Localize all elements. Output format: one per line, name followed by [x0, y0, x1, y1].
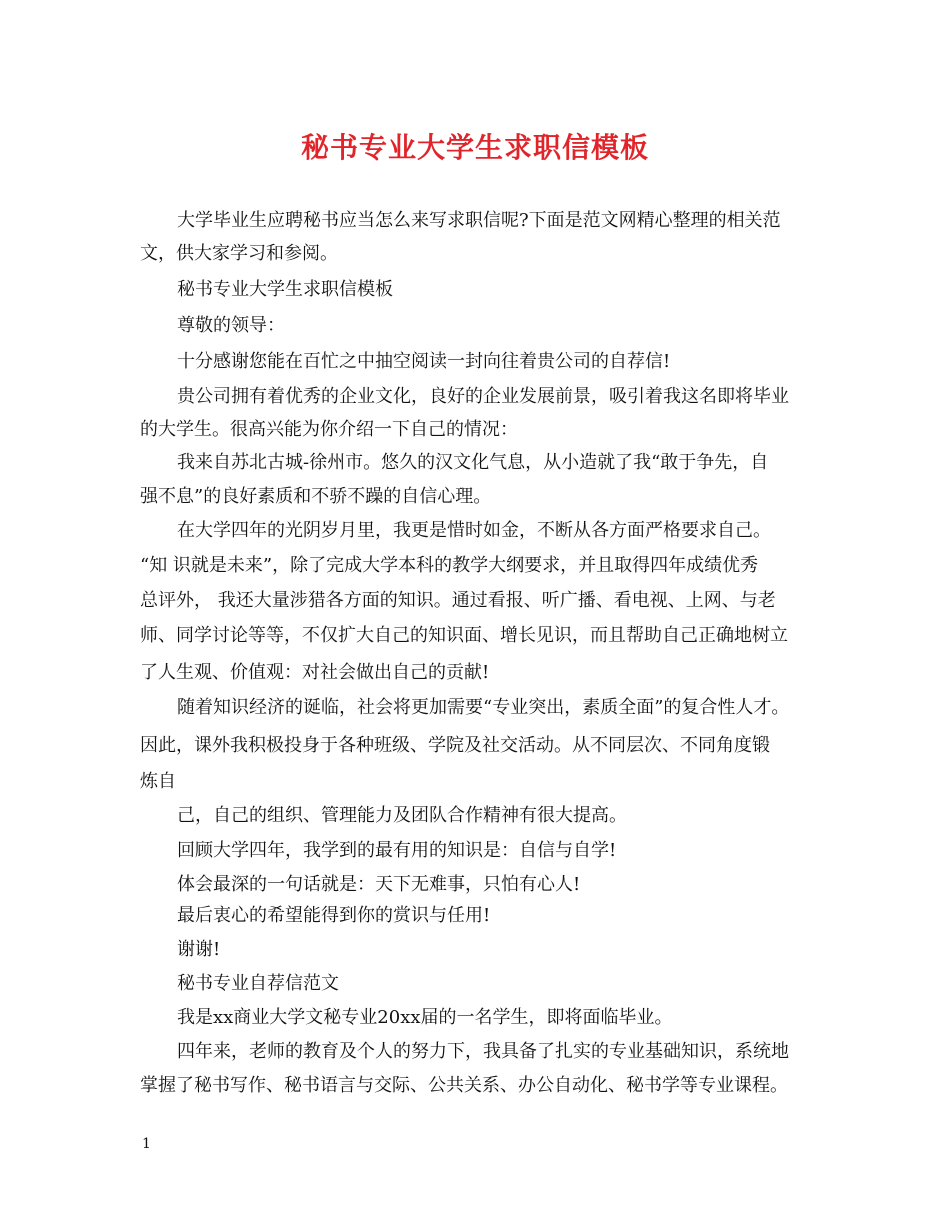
text-line: 四年来，老师的教育及个人的努力下，我具备了扎实的专业基础知识，系统地: [177, 1041, 789, 1062]
text-line: 大学毕业生应聘秘书应当怎么来写求职信呢?下面是范文网精心整理的相关范: [177, 210, 781, 231]
text-line: 贵公司拥有着优秀的企业文化，良好的企业发展前景，吸引着我这名即将毕业: [177, 386, 789, 407]
text-line: 我来自苏北古城-徐州市。悠久的汉文化气息，从小造就了我“敢于争先，自: [177, 452, 769, 473]
text-line: 己，自己的组织、管理能力及团队合作精神有很大提高。: [177, 805, 627, 826]
text-line: 因此，课外我积极投身于各种班级、学院及社交活动。从不同层次、不同角度锻: [140, 735, 770, 756]
page-number: 1: [142, 1136, 151, 1152]
text-line: 尊敬的领导：: [177, 315, 285, 336]
document-title: 秘书专业大学生求职信模板: [300, 131, 649, 164]
text-line: 谢谢!: [177, 939, 221, 960]
text-line: 总评外， 我还大量涉猎各方面的知识。通过看报、听广播、看电视、上网、与老: [140, 590, 776, 611]
text-line: 体会最深的一句话就是：天下无难事，只怕有心人!: [177, 874, 581, 895]
text-line: 掌握了秘书写作、秘书语言与交际、公共关系、办公自动化、秘书学等专业课程。: [140, 1075, 788, 1096]
text-line: 秘书专业自荐信范文: [177, 973, 339, 994]
text-line: 我是xx商业大学文秘专业20xx届的一名学生，即将面临毕业。: [177, 1007, 673, 1028]
text-line: 了人生观、价值观：对社会做出自己的贡献!: [140, 662, 490, 683]
text-line: “知 识就是未来”，除了完成大学本科的教学大纲要求，并且取得四年成绩优秀: [140, 555, 759, 576]
text-line: 最后衷心的希望能得到你的赏识与任用!: [177, 905, 491, 926]
text-line: 的大学生。很高兴能为你介绍一下自己的情况：: [140, 419, 518, 440]
text-line: 回顾大学四年，我学到的最有用的知识是：自信与自学!: [177, 840, 617, 861]
text-line: 随着知识经济的诞临，社会将更加需要“专业突出，素质全面”的复合性人才。: [177, 697, 790, 718]
text-line: 炼自: [140, 771, 176, 792]
text-line: 在大学四年的光阴岁月里，我更是惜时如金，不断从各方面严格要求自己。: [177, 520, 771, 541]
text-line: 十分感谢您能在百忙之中抽空阅读一封向往着贵公司的自荐信!: [177, 351, 671, 372]
text-line: 文，供大家学习和参阅。: [140, 243, 338, 264]
text-line: 强不息”的良好素质和不骄不躁的自信心理。: [140, 486, 492, 507]
text-line: 师、同学讨论等等，不仅扩大自己的知识面、增长见识，而且帮助自己正确地树立: [140, 625, 788, 646]
text-line: 秘书专业大学生求职信模板: [177, 279, 393, 300]
